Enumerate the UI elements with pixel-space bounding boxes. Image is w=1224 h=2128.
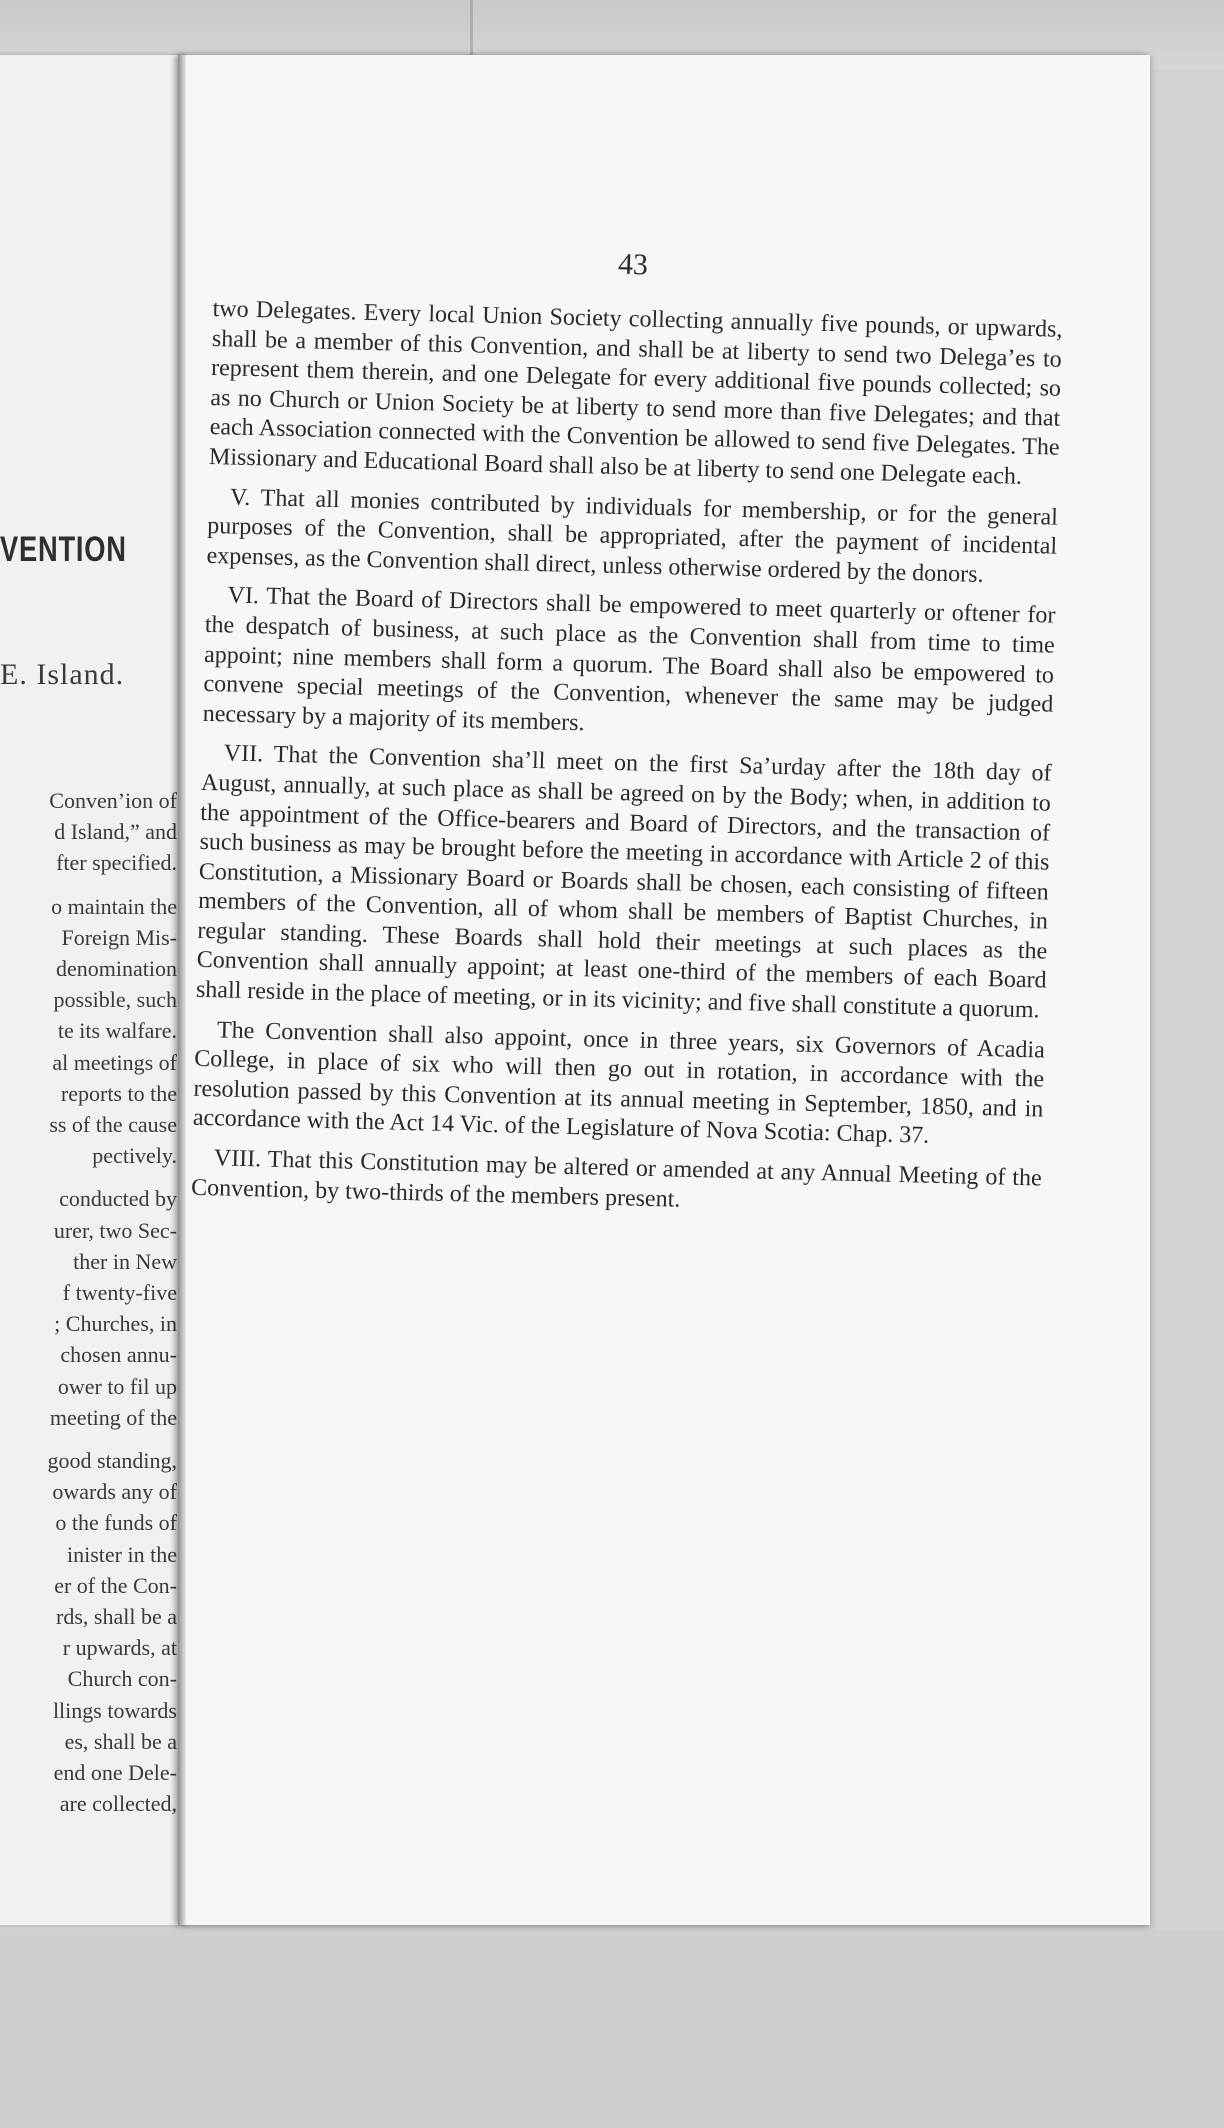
left-page-line: fter specified. [56,850,177,876]
left-page-line: possible, such [53,987,177,1013]
left-page-line: ss of the cause [49,1112,177,1138]
left-page-line: inister in the [67,1541,177,1567]
paragraph-article-viii: VIII. That this Constitution may be altered or amended at any Annual Meeting of the Convention, by two-thirds of the members present. [190,1145,1042,1213]
binding-shadow [470,0,473,60]
page-number: 43 [617,247,649,282]
paragraph-article-v: V. That all monies contributed by individuals for membership, or for the general purposes of the Convention, shall be appropriated, after the payment of incidental expenses, as the Convention shall direct, unless otherwise ordered by the donors. [206,484,1059,588]
left-page-line: owards any of [52,1479,177,1505]
left-page-line: are collected, [59,1791,177,1817]
left-page-heading: VENTION [0,530,127,569]
left-page-line: meeting of the [49,1404,177,1430]
left-page-line: Church con- [67,1666,177,1692]
left-page-line: r upwards, at [62,1635,177,1661]
left-page-line: Foreign Mis- [61,924,177,950]
left-page-line: llings towards [52,1697,177,1723]
page-body [191,295,1063,1224]
left-page-line: denomination [56,956,177,982]
left-page-line: rds, shall be a [56,1604,177,1630]
left-page-line: f twenty-five [62,1280,177,1306]
scanner-background-bottom [0,1930,1224,2128]
left-page-line: al meetings of [52,1049,177,1075]
paragraph-article-vii: VII. That the Convention sha’ll meet on the first Sa’urday after the 18th day of August, annually, at such place as shall be agreed on by the Body; when, in addition to the appointment of the Office-bearers and Board of Directors, and the transaction of such business as may be brought before the meeting in accordance with Article 2 of this Constitution, a Missionary Board or Boards shall be chosen, each consisting of fifteen members of the Convention, all of whom shall be members of Baptist Churches, in regular standing. These Boards shall hold their meetings at such places as the Convention shall annually appoint; at least one-third of the members of each Board shall reside in the place of meeting, or in its vicinity; and five shall constitute a quorum. [195,740,1052,1024]
left-page-subheading: E. Island. [0,658,125,691]
paragraph-article-vi: VI. That the Board of Directors shall be empowered to meet quarterly or oftener for the despatch of business, at such place as the Convention shall from time to time appoint; nine members shall form a quorum. The Board shall also be empowered to convene special meetings of the Convention, whenever the same may be judged necessary by a majority of its members. [202,582,1056,736]
right-page [178,55,1150,1925]
left-page-text [0,785,177,1820]
page-gutter-edge [178,55,186,1925]
left-page-line: te its walfare. [57,1018,177,1044]
left-page-line: reports to the [60,1080,177,1106]
left-page-line: urer, two Sec- [53,1217,177,1243]
left-page-line: er of the Con- [54,1572,177,1598]
left-page-line: end one Dele- [53,1760,177,1786]
left-page [0,55,185,1925]
left-page-line: ther in New [73,1248,177,1274]
left-page-line: conducted by [59,1186,177,1212]
left-page-line: o maintain the [51,893,177,919]
left-page-line: good standing, [47,1448,177,1474]
left-page-line: o the funds of [55,1510,177,1536]
left-page-line: pectively. [92,1143,177,1169]
left-page-line: ower to fil up [57,1373,177,1399]
left-page-line: Conven’ion of [49,788,177,813]
left-page-line: es, shall be a [64,1728,177,1754]
left-page-line: ; Churches, in [54,1311,177,1337]
paragraph-delegates: two Delegates. Every local Union Society collecting annually five pounds, or upwards, shall be a member of this Convention, and shall be at liberty to send two Delega’es to represent them therein, and one Delegate for every additional five pounds collected; so as no Church or Union Society be at liberty to send more than five Delegates; and that each Association connected with the Convention be allowed to send five Delegates. The Missionary and Educational Board shall also be at liberty to send one Delegate each. [208,295,1063,490]
paragraph-acadia-governors: The Convention shall also appoint, once in three years, six Governors of Acadia College, in place of six who will then go out in rotation, in accordance with the resolution passed by this Convention at its annual meeting in September, 1850, and in accordance with the Act 14 Vic. of the Legislature of Nova Scotia: Chap. 37. [192,1016,1046,1150]
left-page-line: d Island,” and [54,819,177,845]
left-page-line: chosen annu- [60,1342,177,1368]
